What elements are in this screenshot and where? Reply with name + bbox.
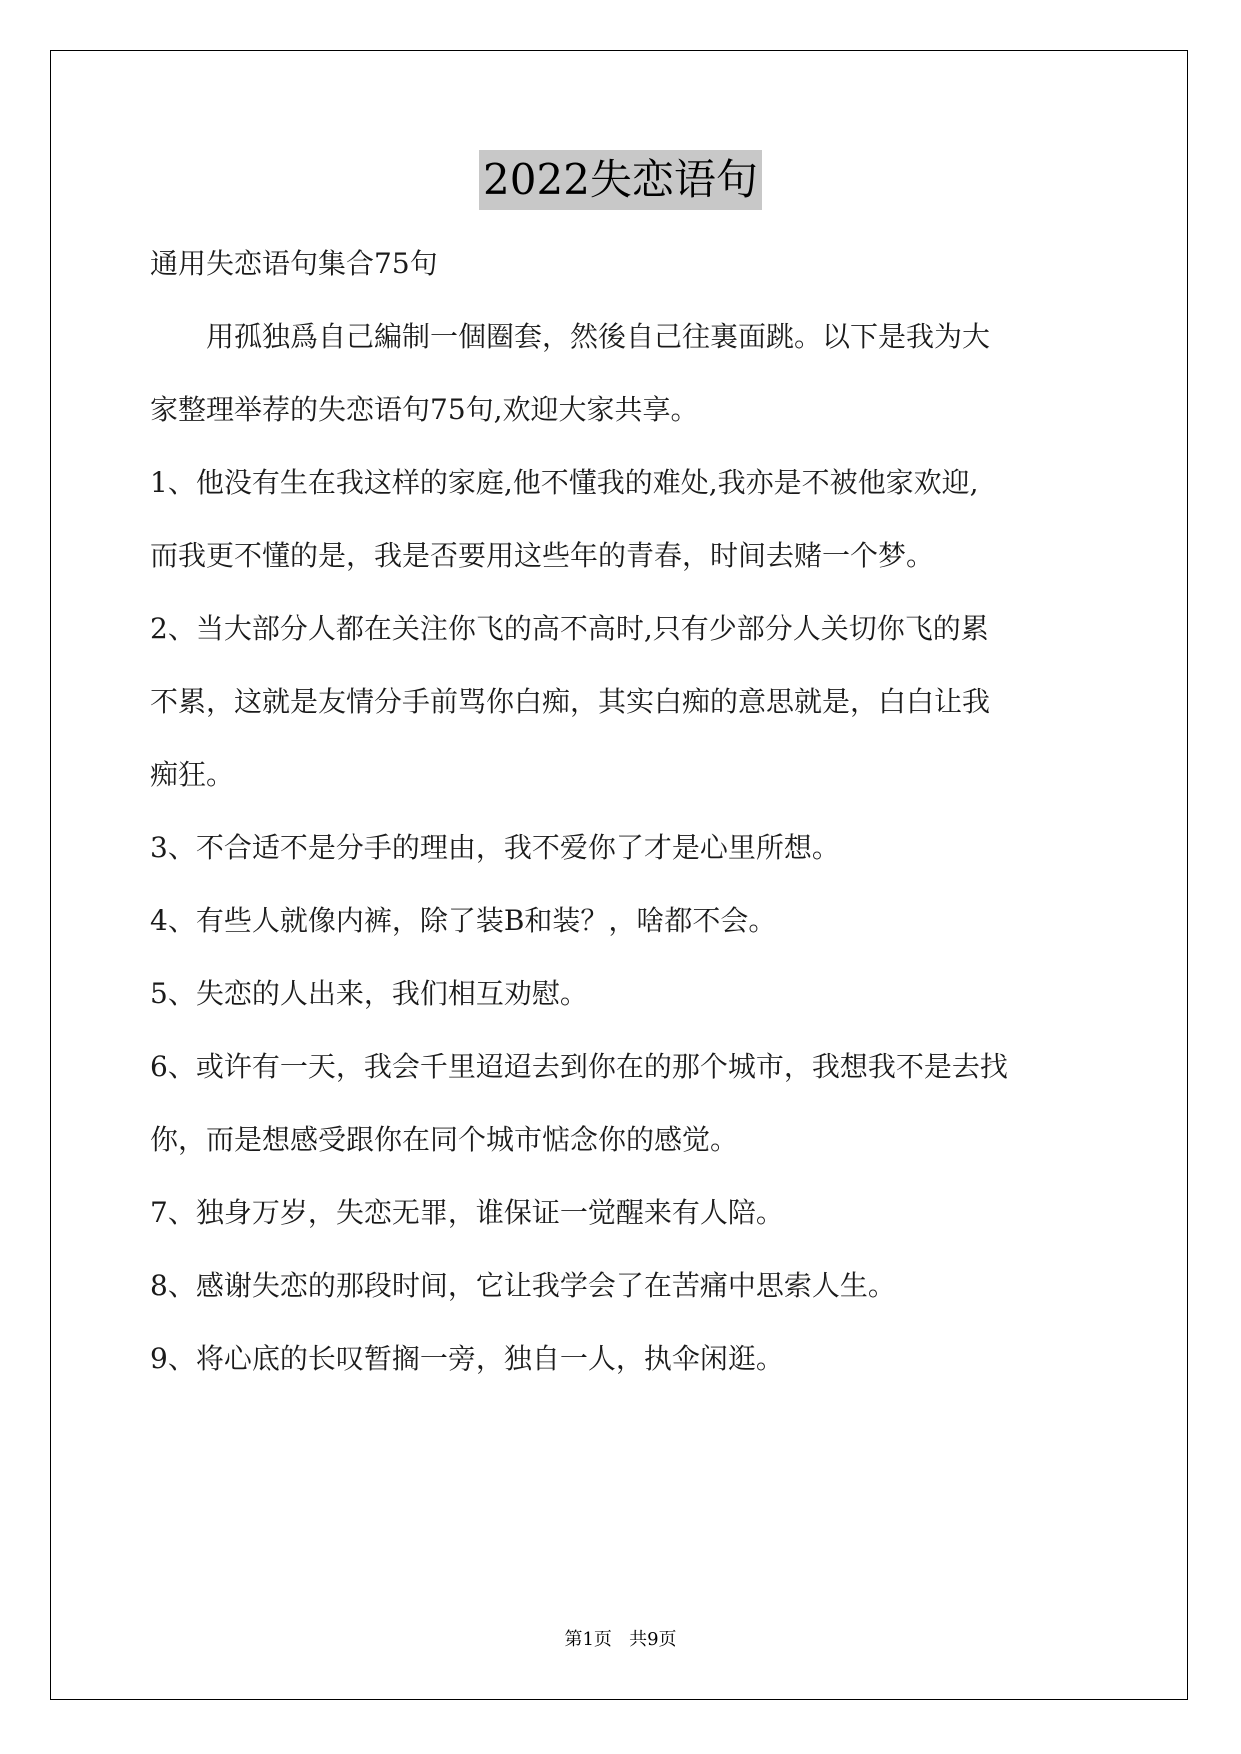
paragraph-line: 家整理举荐的失恋语句75句,欢迎大家共享。 (150, 393, 699, 426)
paragraph-line: 7、独身万岁，失恋无罪，谁保证一觉醒来有人陪。 (150, 1196, 784, 1229)
paragraph-line: 3、不合适不是分手的理由，我不爱你了才是心里所想。 (150, 831, 840, 864)
paragraph-line: 1、他没有生在我这样的家庭,他不懂我的难处,我亦是不被他家欢迎, (150, 466, 979, 499)
page-number: 第1页 共9页 (564, 1629, 677, 1650)
paragraph-line: 不累，这就是友情分手前骂你白痴，其实白痴的意思就是，白白让我 (150, 685, 991, 718)
paragraph-line: 你，而是想感受跟你在同个城市惦念你的感觉。 (150, 1123, 739, 1156)
paragraph-line: 4、有些人就像内裤，除了装B和装？，啥都不会。 (150, 904, 777, 937)
paragraph-line: 2、当大部分人都在关注你飞的高不高时,只有少部分人关切你飞的累 (150, 612, 989, 645)
paragraph-line: 6、或许有一天，我会千里迢迢去到你在的那个城市，我想我不是去找 (150, 1050, 1008, 1083)
paragraph-line: 8、感谢失恋的那段时间，它让我学会了在苦痛中思索人生。 (150, 1269, 896, 1302)
page-footer (0, 1625, 1241, 1651)
page-border (50, 50, 1188, 1700)
subtitle-line: 通用失恋语句集合75句 (150, 247, 438, 280)
paragraph-line: 用孤独爲自己編制一個圈套，然後自己往裏面跳。以下是我为大 (150, 320, 991, 353)
document-title: 2022失恋语句 (479, 150, 762, 210)
title-container (0, 150, 1241, 210)
paragraph-line: 而我更不懂的是，我是否要用这些年的青春，时间去赌一个梦。 (150, 539, 935, 572)
paragraph-line: 9、将心底的长叹暂搁一旁，独自一人，执伞闲逛。 (150, 1342, 784, 1375)
paragraph-line: 痴狂。 (150, 758, 235, 791)
paragraph-line: 5、失恋的人出来，我们相互劝慰。 (150, 977, 588, 1010)
